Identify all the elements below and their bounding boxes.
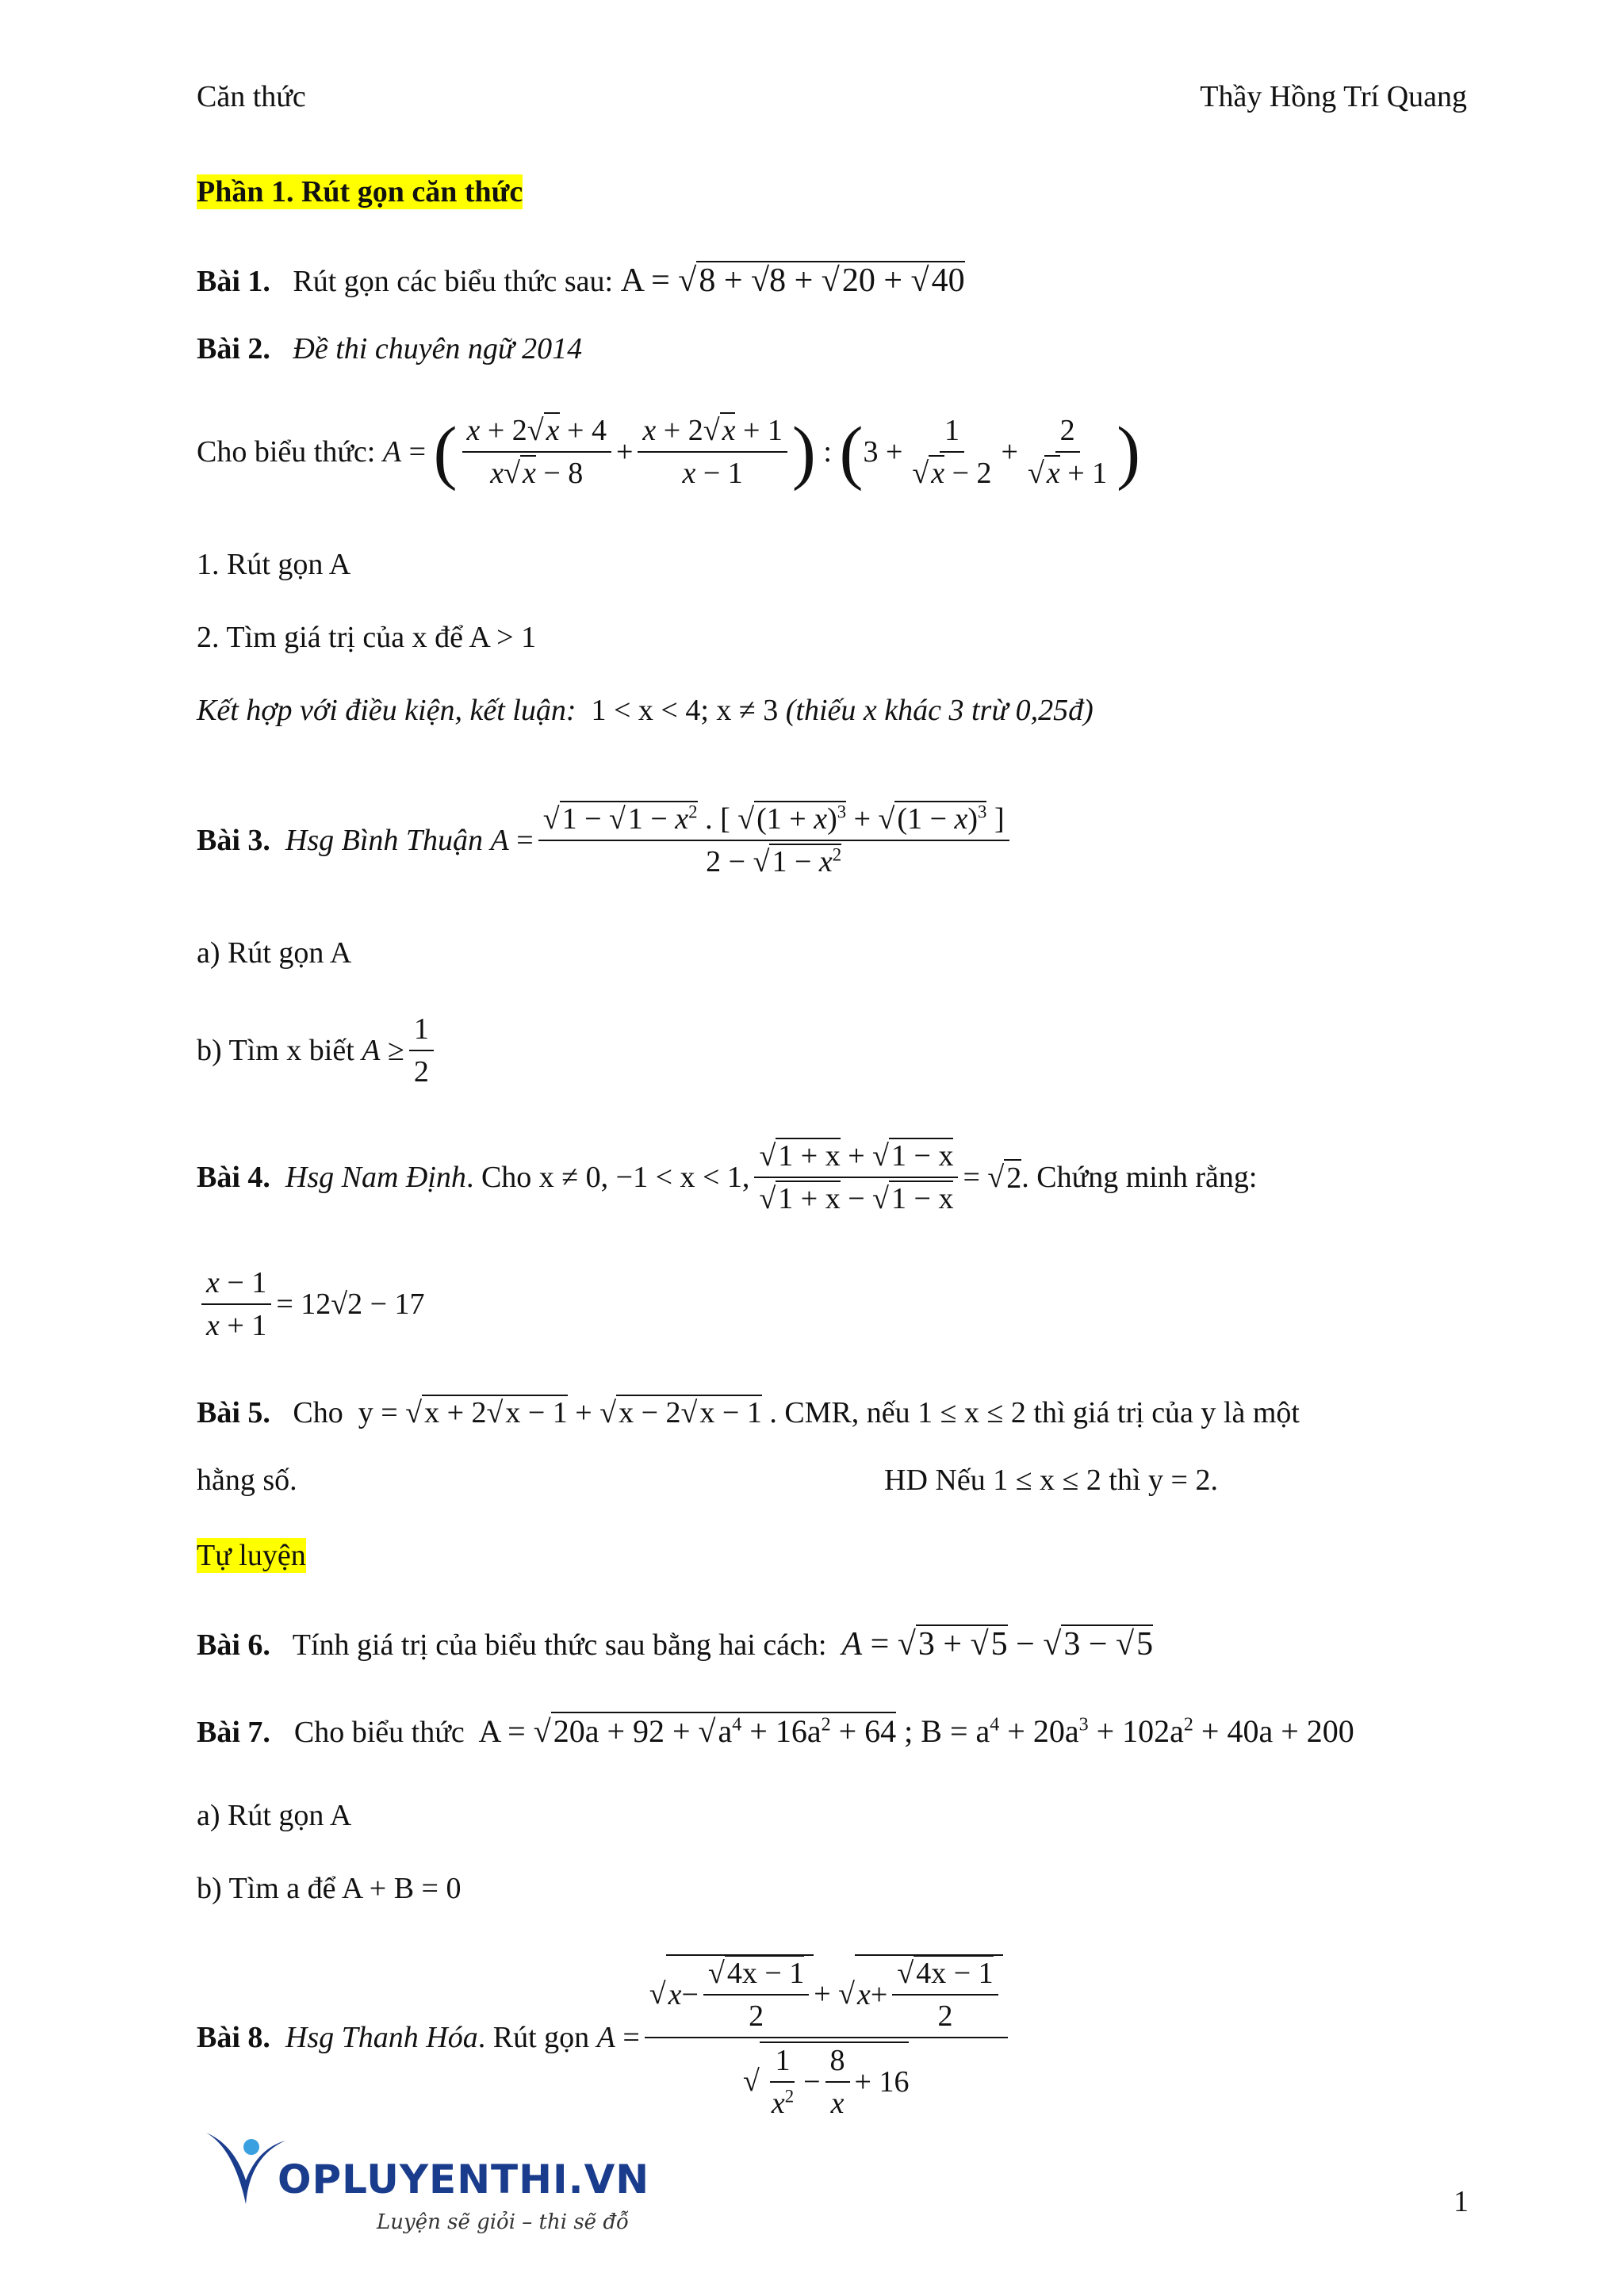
bai2-source: Đề thi chuyên ngữ 2014 [293,332,583,365]
bai4-source: Hsg Nam Định [285,1161,466,1194]
bai8-text: . Rút gọn [477,2021,590,2054]
bai4-result: $\frac{x - 1}{x + 1}$ = 12√2 − 17 [197,1261,425,1348]
bai8-label: Bài 8. [197,2021,270,2054]
logo-mark-icon [202,2125,289,2212]
logo-tagline: Luyện sẽ giỏi – thi sẽ đỗ [377,2210,629,2234]
bai7: Bài 7. Cho biểu thức $A = √20a + 92 + √a^4 + 16a^2 + 64$ ; $B = a^4 + 20a^3 + 102a^2 + 40a + 200$ [197,1713,1354,1749]
bai2-label: Bài 2. [197,332,270,365]
bai4-cond: . Cho x ≠ 0, −1 < x < 1, [465,1161,750,1194]
bai6: Bài 6. Tính giá trị của biểu thức sau bằng hai cách: A = √3 + √5 − √3 − √5 [197,1626,1154,1663]
bai2-conclusion [197,693,1094,728]
bai1-expr: A = √8 + √8 + √20 + √40 [620,262,965,299]
bai3-source: Hsg Bình Thuận [285,824,484,857]
bai3-label: Bài 3. [197,824,270,857]
logo [202,2125,650,2244]
bai4-rhs: = 12√2 − 17 [276,1288,425,1321]
bai1-text: Rút gọn các biểu thức sau: [293,265,614,298]
bai6-label: Bài 6. [197,1628,270,1662]
bai2-intro: Cho biểu thức: [197,435,376,469]
bai5-label: Bài 5. [197,1396,270,1429]
bai2-heading [197,331,582,366]
bai5-hd: HD Nếu 1 ≤ x ≤ 2 thì y = 2. [884,1464,1218,1497]
logo-text: OPLUYENTHI.VN [278,2156,650,2202]
bai4: Bài 4. Hsg Nam Định . Cho x ≠ 0, −1 < x < 1, $\frac{√1 + x + √1 - x}{√1 + x - √1 - x}$ = √ 2 . Chứng minh rằng: [197,1139,1258,1215]
bai3-qa: a) Rút gọn A [197,936,352,970]
bai5: Bài 5. Cho y = √x + 2√x − 1 + √x − 2√x − 1 . CMR, nếu 1 ≤ x ≤ 2 thì giá trị của y là một [197,1396,1300,1429]
header-left: Căn thức [197,80,306,113]
bai7-text: Cho biểu thức [293,1716,465,1749]
bai7-qa: a) Rút gọn A [197,1799,352,1832]
bai2-q2: 2. Tìm giá trị của x để A > 1 [197,621,537,654]
bai5-cmr: . CMR, nếu 1 ≤ x ≤ 2 thì giá trị của y là một [769,1396,1300,1429]
bai2-expression: Cho biểu thức: A = ( $\frac{x + 2√x + 4}{x√x - 8}$ + $\frac{x + 2√x + 1}{x - 1}$ ) : ( 3 + $\frac{1}{√x - 2}$ + $\frac{2}{√x + 1}$ ) [197,412,1141,492]
bai2-conclusion-label: Kết hợp với điều kiện, kết luận: [197,694,576,727]
bai5-text: Cho [293,1396,343,1429]
page-number: 1 [1454,2185,1469,2218]
bai5-cont: hằng số. [197,1464,297,1497]
tu-luyen-title: Tự luyện [197,1539,306,1572]
bai7-label: Bài 7. [197,1716,270,1749]
bai8-source: Hsg Thanh Hóa [285,2021,478,2054]
bai3-qb-text: b) Tìm x biết [197,1034,354,1067]
bai4-tail: . Chứng minh rằng: [1021,1161,1258,1194]
bai7-qb: b) Tìm a để A + B = 0 [197,1872,462,1905]
bai4-label: Bài 4. [197,1161,270,1194]
bai3: Bài 3. Hsg Bình Thuận A = $\frac{√1 - √1 - x^2 . [ √(1 + x)^3 + √(1 - x)^3 ]}{2 - √1 - x^2}$ [197,773,1014,908]
bai6-text: Tính giá trị của biểu thức sau bằng hai cách: [292,1628,827,1662]
section-title: Phần 1. Rút gọn căn thức [197,175,523,209]
bai2-conclusion-note: (thiếu x khác 3 trừ 0,25đ) [785,694,1094,727]
bai1-label: Bài 1. [197,265,270,298]
bai2-conclusion-math: 1 < x < 4; x ≠ 3 [591,694,779,727]
bai8: Bài 8. Hsg Thanh Hóa . Rút gọn A = √ x − $\frac{√4x - 1}{2}$ + √ x + $\frac{√4x - 1}{2}$ √ $\frac{1}{x^2}$ − $\frac{8}{x}$ + 16 [197,1934,1013,2141]
header-right: Thầy Hồng Trí Quang [1200,80,1467,113]
bai3-qb: b) Tìm x biết A ≥ $\frac{1}{2}$ [197,1007,439,1094]
bai2-q1: 1. Rút gọn A [197,548,351,581]
bai1 [197,262,965,300]
